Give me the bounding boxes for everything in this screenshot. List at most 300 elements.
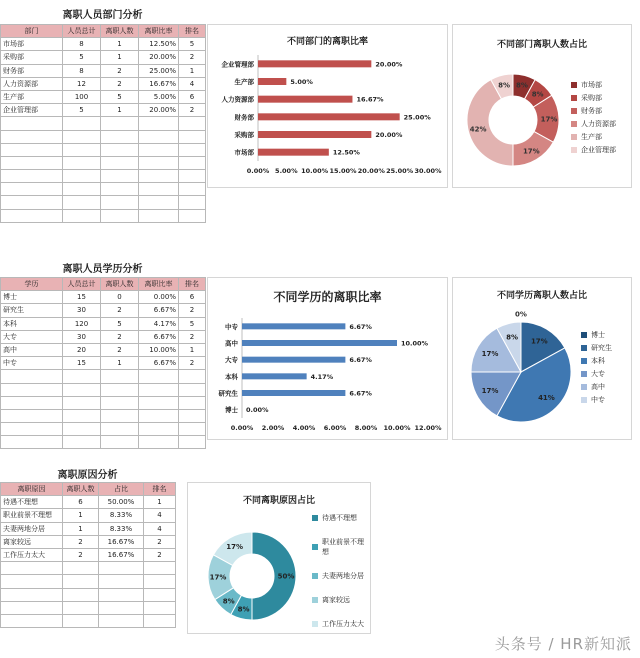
data-label: 6.67% (349, 389, 372, 398)
table-cell (99, 588, 144, 601)
table-cell: 8 (63, 38, 101, 51)
legend-swatch (581, 358, 587, 364)
data-label: 4.17% (310, 372, 334, 381)
table-cell (1, 156, 63, 169)
bar (258, 131, 371, 138)
table-cell (101, 370, 139, 383)
table-cell (63, 423, 101, 436)
legend-label: 研究生 (591, 344, 612, 352)
table-cell: 博士 (1, 291, 63, 304)
category-label: 采购部 (234, 131, 254, 139)
slice-label: 17% (481, 350, 499, 359)
table-cell: 10.00% (139, 343, 179, 356)
table-cell: 企业管理部 (1, 104, 63, 117)
table-cell (63, 370, 101, 383)
legend-item (581, 356, 612, 366)
table-cell (63, 156, 101, 169)
table-cell (1, 170, 63, 183)
table-cell (63, 562, 99, 575)
legend-swatch (312, 597, 318, 603)
table-cell (179, 117, 206, 130)
table-row (1, 317, 206, 330)
legend-label: 职业前景不理想 (322, 538, 364, 556)
tick-label: 10.00% (383, 424, 411, 432)
table-cell: 2 (101, 304, 139, 317)
dept-table (0, 24, 206, 223)
chart-title: 不同学历的离职比率 (273, 290, 382, 304)
table-cell (101, 396, 139, 409)
slice-label: 42% (469, 125, 487, 134)
table-row (1, 291, 206, 304)
table-row (1, 183, 206, 196)
table-header-row (1, 25, 206, 38)
table-cell (179, 170, 206, 183)
legend-label: 财务部 (581, 107, 602, 115)
table-row (1, 304, 206, 317)
legend-item (571, 106, 616, 116)
table-cell: 12 (63, 77, 101, 90)
tick-label: 8.00% (354, 424, 378, 432)
table-cell: 2 (101, 64, 139, 77)
table-cell: 20.00% (139, 104, 179, 117)
table-cell (101, 423, 139, 436)
table-cell: 4 (144, 522, 176, 535)
legend-item (312, 595, 370, 605)
data-label: 25.00% (403, 113, 431, 122)
table-cell (1, 383, 63, 396)
table-cell: 中专 (1, 357, 63, 370)
table-cell (99, 575, 144, 588)
data-label: 20.00% (375, 60, 403, 69)
edu-table (0, 277, 206, 449)
table-cell (139, 396, 179, 409)
data-label: 5.00% (290, 78, 313, 86)
table-cell: 财务部 (1, 64, 63, 77)
table-cell: 20.00% (139, 51, 179, 64)
edu-section-title: 离职人员学历分析 (62, 264, 143, 275)
legend-item (312, 571, 370, 581)
table-row (1, 370, 206, 383)
slice-label: 8% (498, 81, 510, 90)
table-cell: 15 (63, 291, 101, 304)
bar (242, 357, 345, 363)
table-cell (63, 575, 99, 588)
legend-swatch (571, 134, 577, 140)
table-cell (1, 436, 63, 449)
legend-label: 待遇不理想 (322, 514, 357, 522)
category-label: 大专 (225, 356, 238, 365)
bar (258, 113, 400, 120)
table-cell (139, 183, 179, 196)
table-row (1, 588, 176, 601)
table-row (1, 143, 206, 156)
table-row (1, 383, 206, 396)
table-cell: 6.67% (139, 304, 179, 317)
category-label: 研究生 (218, 389, 238, 398)
tick-label: 2.00% (261, 424, 285, 432)
table-cell: 0 (101, 291, 139, 304)
table-cell: 8.33% (99, 509, 144, 522)
table-cell: 工作压力太大 (1, 548, 63, 561)
table-cell: 6 (179, 90, 206, 103)
legend-label: 生产部 (581, 133, 602, 141)
legend-label: 离家较远 (322, 596, 350, 604)
table-row (1, 170, 206, 183)
legend-swatch (571, 108, 577, 114)
table-cell: 15 (63, 357, 101, 370)
table-row (1, 522, 176, 535)
table-cell (139, 117, 179, 130)
slice-label: 17% (209, 573, 227, 582)
table-row (1, 562, 176, 575)
table-cell (101, 436, 139, 449)
legend-item (571, 93, 616, 103)
table-cell: 1 (144, 496, 176, 509)
table-cell: 人力资源部 (1, 77, 63, 90)
table-cell: 2 (101, 330, 139, 343)
table-cell (63, 588, 99, 601)
table-cell: 30 (63, 330, 101, 343)
column-header: 学历 (1, 278, 63, 291)
legend-item (312, 619, 370, 629)
table-cell: 25.00% (139, 64, 179, 77)
table-cell (101, 170, 139, 183)
chart-title: 不同学历离职人数占比 (496, 291, 587, 301)
data-label: 0.00% (246, 406, 269, 415)
table-row (1, 196, 206, 209)
table-cell: 4 (179, 77, 206, 90)
table-cell: 16.67% (99, 548, 144, 561)
legend-item (581, 343, 612, 353)
legend-item (312, 513, 370, 523)
dept-share-donut-chart (452, 24, 632, 188)
edu-share-pie-chart (452, 277, 632, 440)
table-cell: 职业前景不理想 (1, 509, 63, 522)
table-cell (99, 562, 144, 575)
legend-label: 采购部 (581, 94, 602, 102)
table-cell: 5 (179, 317, 206, 330)
table-cell: 本科 (1, 317, 63, 330)
table-cell: 1 (101, 38, 139, 51)
table-cell: 离家较远 (1, 535, 63, 548)
table-cell: 1 (63, 522, 99, 535)
table-cell (63, 409, 101, 422)
table-row (1, 117, 206, 130)
table-cell (1, 409, 63, 422)
table-cell (1, 196, 63, 209)
legend-swatch (581, 332, 587, 338)
tick-label: 20.00% (357, 167, 385, 175)
legend-swatch (312, 515, 318, 521)
table-cell: 1 (101, 357, 139, 370)
table-cell (63, 117, 101, 130)
table-cell: 1 (179, 64, 206, 77)
legend-label: 博士 (591, 331, 605, 339)
table-cell: 5 (179, 38, 206, 51)
table-cell (139, 370, 179, 383)
legend-label: 大专 (591, 370, 605, 378)
table-row (1, 38, 206, 51)
table-cell (144, 601, 176, 614)
table-header-row (1, 483, 176, 496)
table-cell (139, 436, 179, 449)
table-cell: 0.00% (139, 291, 179, 304)
table-cell (139, 209, 179, 222)
table-cell (1, 117, 63, 130)
table-cell (179, 143, 206, 156)
table-cell (179, 130, 206, 143)
slice-label: 41% (538, 393, 555, 402)
table-cell: 16.67% (99, 535, 144, 548)
column-header: 排名 (179, 278, 206, 291)
tick-label: 4.00% (292, 424, 316, 432)
table-cell (1, 130, 63, 143)
table-cell (63, 183, 101, 196)
legend-item (571, 132, 616, 142)
table-cell (63, 396, 101, 409)
table-cell: 4 (144, 509, 176, 522)
column-header: 离职人数 (101, 25, 139, 38)
table-cell: 大专 (1, 330, 63, 343)
bar (258, 78, 286, 85)
tick-label: 0.00% (230, 424, 254, 432)
table-row (1, 409, 206, 422)
table-cell (139, 130, 179, 143)
tick-label: 5.00% (275, 167, 298, 175)
table-cell (179, 436, 206, 449)
slice-label: 50% (277, 572, 295, 581)
table-header-row (1, 278, 206, 291)
table-cell (101, 183, 139, 196)
table-cell: 6.67% (139, 357, 179, 370)
dept-legend (571, 80, 616, 158)
reason-share-donut-chart (187, 482, 371, 634)
dept-rate-bars (208, 25, 449, 189)
table-cell: 6 (63, 496, 99, 509)
table-cell (144, 575, 176, 588)
table-cell (1, 601, 63, 614)
bar (258, 60, 371, 67)
table-cell (1, 575, 63, 588)
column-header: 人员总计 (63, 25, 101, 38)
table-cell (1, 183, 63, 196)
table-cell: 5 (101, 90, 139, 103)
column-header: 占比 (99, 483, 144, 496)
legend-label: 市场部 (581, 81, 602, 89)
legend-swatch (581, 345, 587, 351)
table-cell (144, 588, 176, 601)
column-header: 排名 (179, 25, 206, 38)
legend-swatch (571, 147, 577, 153)
table-row (1, 436, 206, 449)
slice-label: 8% (237, 605, 250, 614)
data-label: 6.67% (349, 322, 372, 331)
reason-table (0, 482, 176, 628)
table-cell (101, 130, 139, 143)
table-cell: 4.17% (139, 317, 179, 330)
slice-label: 17% (522, 147, 540, 156)
legend-item (571, 119, 616, 129)
table-cell: 1 (101, 51, 139, 64)
table-cell (63, 196, 101, 209)
table-cell (99, 614, 144, 627)
watermark: 头条号 / HR新知派 (494, 635, 632, 653)
table-cell: 120 (63, 317, 101, 330)
table-row (1, 575, 176, 588)
table-cell (139, 383, 179, 396)
category-label: 人力资源部 (221, 95, 254, 104)
table-cell (1, 614, 63, 627)
table-cell: 5 (63, 51, 101, 64)
column-header: 离职人数 (101, 278, 139, 291)
table-cell: 2 (63, 548, 99, 561)
slice-label: 8% (506, 333, 518, 342)
table-cell (1, 396, 63, 409)
data-label: 6.67% (349, 356, 372, 365)
tick-label: 10.00% (301, 167, 329, 175)
tick-label: 0.00% (246, 167, 270, 175)
tick-label: 25.00% (386, 167, 414, 175)
slice-label: 17% (540, 115, 558, 124)
category-label: 高中 (225, 339, 238, 348)
legend-item (581, 382, 612, 392)
table-cell: 1 (179, 343, 206, 356)
bar (242, 373, 307, 379)
table-cell (144, 614, 176, 627)
legend-item (581, 330, 612, 340)
table-cell: 1 (101, 104, 139, 117)
table-cell: 2 (101, 343, 139, 356)
table-row (1, 130, 206, 143)
table-cell (179, 409, 206, 422)
table-cell (179, 383, 206, 396)
category-label: 财务部 (234, 113, 254, 122)
table-row (1, 357, 206, 370)
legend-label: 人力资源部 (581, 120, 616, 128)
table-cell (101, 117, 139, 130)
category-label: 市场部 (234, 148, 254, 157)
data-label: 12.50% (332, 148, 360, 157)
table-cell (63, 130, 101, 143)
table-row (1, 396, 206, 409)
table-cell (179, 370, 206, 383)
reason-legend (312, 513, 370, 643)
table-cell: 20 (63, 343, 101, 356)
table-row (1, 64, 206, 77)
table-cell: 2 (144, 548, 176, 561)
column-header: 离职比率 (139, 278, 179, 291)
table-row (1, 90, 206, 103)
table-cell (179, 209, 206, 222)
table-row (1, 509, 176, 522)
category-label: 中专 (225, 322, 238, 331)
legend-swatch (581, 384, 587, 390)
table-cell (1, 562, 63, 575)
table-cell: 采购部 (1, 51, 63, 64)
table-row (1, 535, 176, 548)
table-cell (179, 196, 206, 209)
edu-legend (581, 330, 612, 408)
slice-label: 17% (226, 543, 244, 552)
table-cell: 1 (63, 509, 99, 522)
bar (242, 390, 345, 396)
bar (258, 149, 329, 156)
table-cell: 6 (179, 291, 206, 304)
table-cell (1, 370, 63, 383)
legend-swatch (571, 82, 577, 88)
legend-swatch (312, 544, 318, 550)
table-cell: 生产部 (1, 90, 63, 103)
table-cell (1, 143, 63, 156)
legend-label: 夫妻两地分居 (322, 572, 364, 580)
table-cell (101, 383, 139, 396)
table-row (1, 330, 206, 343)
table-cell (139, 143, 179, 156)
table-cell (144, 562, 176, 575)
table-cell: 6.67% (139, 330, 179, 343)
legend-swatch (581, 371, 587, 377)
bar (258, 96, 352, 103)
column-header: 人员总计 (63, 278, 101, 291)
table-cell (139, 409, 179, 422)
legend-label: 高中 (591, 383, 605, 391)
legend-item (571, 80, 616, 90)
dept-rate-bar-chart (207, 24, 448, 188)
edu-rate-bars (208, 278, 449, 441)
table-cell: 研究生 (1, 304, 63, 317)
table-cell (63, 143, 101, 156)
legend-item (581, 395, 612, 405)
table-cell (179, 423, 206, 436)
slice-label: 17% (481, 386, 499, 395)
table-cell: 2 (179, 304, 206, 317)
table-cell: 16.67% (139, 77, 179, 90)
table-row (1, 548, 176, 561)
table-cell (63, 614, 99, 627)
table-cell: 待遇不理想 (1, 496, 63, 509)
table-row (1, 614, 176, 627)
chart-title: 不同部门离职人数占比 (496, 40, 587, 50)
table-cell (63, 436, 101, 449)
table-cell: 5 (101, 317, 139, 330)
tick-label: 15.00% (329, 167, 357, 175)
table-cell: 高中 (1, 343, 63, 356)
reason-section-title: 离职原因分析 (57, 470, 118, 481)
slice-label: 0% (515, 310, 527, 319)
category-label: 生产部 (234, 78, 254, 86)
tick-label: 30.00% (414, 167, 442, 175)
table-cell: 12.50% (139, 38, 179, 51)
column-header: 离职比率 (139, 25, 179, 38)
column-header: 部门 (1, 25, 63, 38)
table-row (1, 343, 206, 356)
table-cell: 50.00% (99, 496, 144, 509)
chart-title: 不同离职原因占比 (242, 496, 315, 506)
table-cell (1, 209, 63, 222)
table-cell (139, 170, 179, 183)
legend-item (581, 369, 612, 379)
bar (242, 340, 397, 346)
table-cell: 2 (101, 77, 139, 90)
table-row (1, 601, 176, 614)
tick-label: 6.00% (323, 424, 347, 432)
table-cell (99, 601, 144, 614)
dept-section-title: 离职人员部门分析 (62, 10, 143, 21)
table-cell (63, 209, 101, 222)
table-cell (1, 423, 63, 436)
legend-item (571, 145, 616, 155)
table-cell: 5.00% (139, 90, 179, 103)
